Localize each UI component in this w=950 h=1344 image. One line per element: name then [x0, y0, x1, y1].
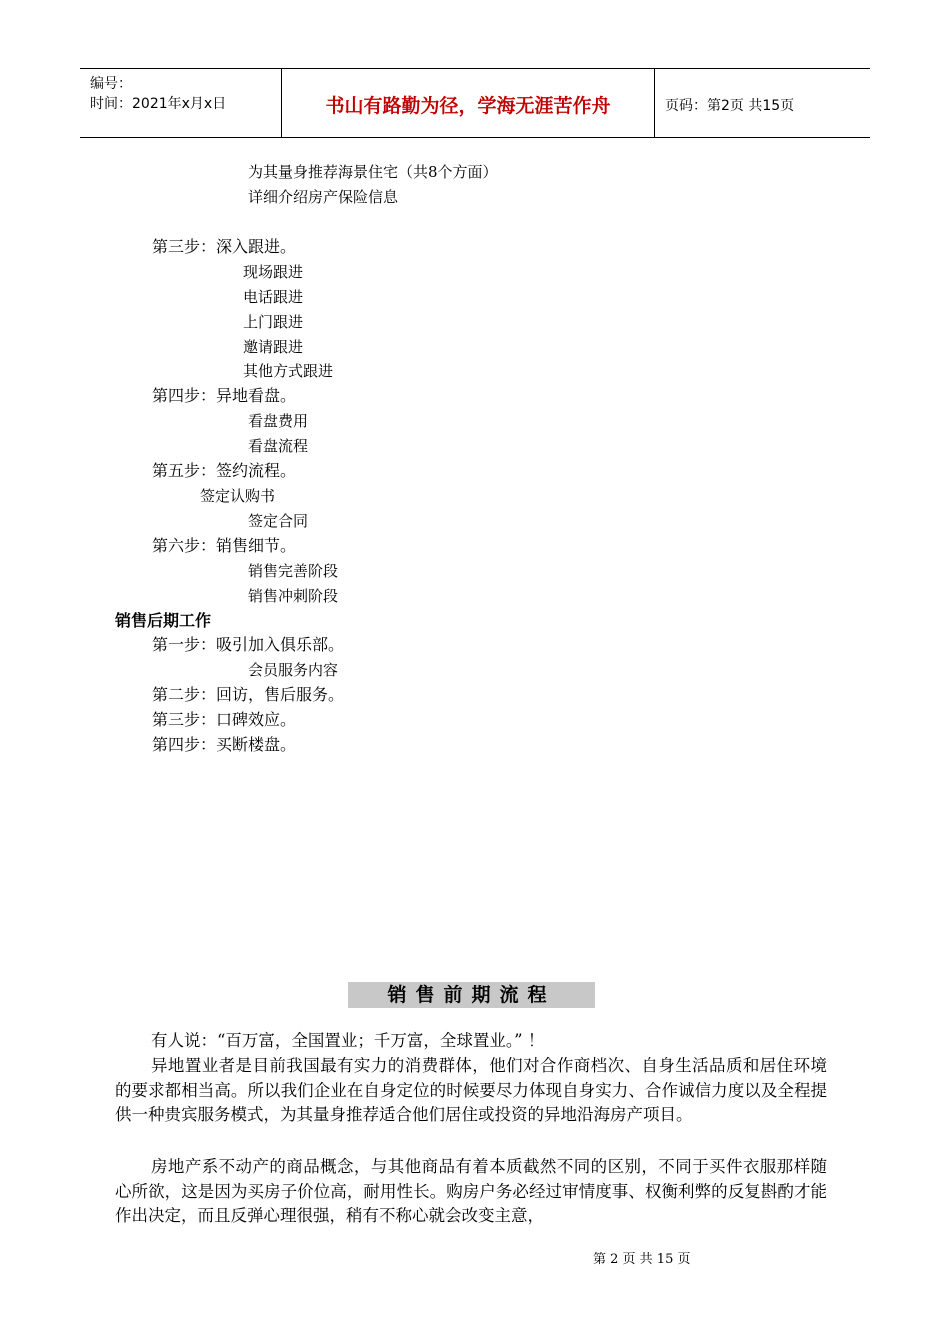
outline-item: 为其量身推荐海景住宅（共8个方面）: [248, 163, 498, 181]
outline-step: 第二步：回访，售后服务。: [152, 685, 345, 704]
body-paragraph: 有人说：“百万富，全国置业；千万富，全球置业。” ！: [151, 1031, 545, 1050]
page-header: [80, 68, 870, 138]
outline-step: 第三步：口碑效应。: [152, 710, 297, 729]
outline-item: 签定合同: [248, 512, 309, 530]
outline-step: 第四步：异地看盘。: [152, 386, 297, 405]
header-motto: 书山有路勤为径，学海无涯苦作舟: [325, 95, 611, 117]
outline-step: 第五步：签约流程。: [152, 461, 297, 480]
outline-item: 邀请跟进: [243, 338, 304, 356]
document-number-label: 编号：: [90, 76, 132, 92]
outline-step: 第四步：买断楼盘。: [152, 735, 297, 754]
footer-page-number: 第 2 页 共 15 页: [593, 1252, 691, 1267]
outline-item: 其他方式跟进: [243, 362, 334, 380]
outline-step: 第一步：吸引加入俱乐部。: [152, 635, 345, 654]
header-right-cell: [655, 69, 870, 137]
outline-item: 现场跟进: [243, 263, 304, 281]
header-page-info: 页码：第2页 共15页: [665, 98, 795, 114]
outline-item: 会员服务内容: [248, 661, 339, 679]
outline-item: 电话跟进: [243, 288, 304, 306]
outline-item: 详细介绍房产保险信息: [248, 188, 399, 206]
outline-item: 销售冲刺阶段: [248, 587, 339, 605]
outline-item: 签定认购书: [200, 487, 276, 505]
body-paragraph: 异地置业者是目前我国最有实力的消费群体，他们对合作商档次、自身生活品质和居住环境的要求都相当高。所以我们企业在自身定位的时候要尽力体现自身实力、合作诚信力度以及全程提供一种贵宾服务模式，为其量身推荐适合他们居住或投资的异地沿海房产项目。: [115, 1056, 827, 1124]
outline-section-heading: 销售后期工作: [115, 611, 212, 630]
outline-item: 销售完善阶段: [248, 562, 339, 580]
section-title: 销售前期流程: [348, 982, 595, 1008]
outline-item: 看盘流程: [248, 437, 309, 455]
outline-step: 第三步：深入跟进。: [152, 237, 297, 256]
outline-item: 上门跟进: [243, 313, 304, 331]
outline-step: 第六步：销售细节。: [152, 536, 297, 555]
outline-item: 看盘费用: [248, 412, 309, 430]
document-date: 时间：2021年x月x日: [90, 96, 227, 112]
body-paragraph: 房地产系不动产的商品概念，与其他商品有着本质截然不同的区别，不同于买件衣服那样随心所欲，这是因为买房子价位高，耐用性长。购房户务必经过审情度事、权衡利弊的反复斟酌才能作出决定，而且反弹心理很强，稍有不称心就会改变主意，: [115, 1157, 827, 1225]
header-middle-cell: [282, 69, 655, 137]
header-left-cell: [80, 69, 282, 137]
